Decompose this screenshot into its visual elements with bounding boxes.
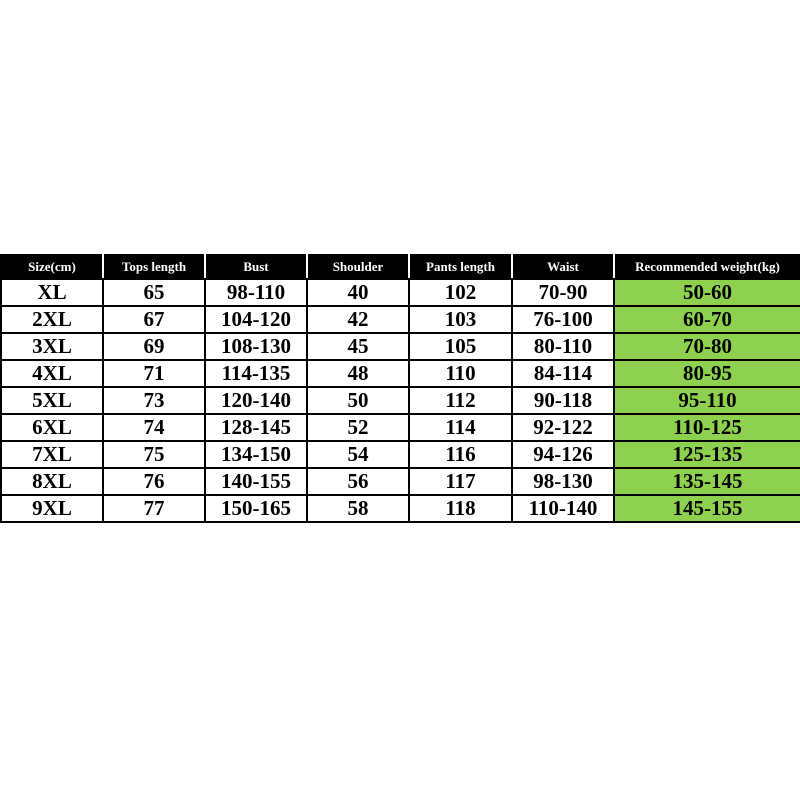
table-row [1,468,800,495]
cell-tops-length: 75 [103,441,205,468]
header-row [1,255,800,279]
cell-size: 6XL [1,414,103,441]
cell-bust: 128-145 [205,414,307,441]
header-shoulder: Shoulder [307,255,409,279]
cell-recommended-weight: 80-95 [614,360,800,387]
cell-waist: 76-100 [512,306,614,333]
cell-tops-length: 71 [103,360,205,387]
table-body [1,279,800,522]
cell-pants-length: 112 [409,387,512,414]
cell-tops-length: 73 [103,387,205,414]
cell-recommended-weight: 145-155 [614,495,800,522]
header-waist: Waist [512,255,614,279]
cell-waist: 98-130 [512,468,614,495]
cell-size: 7XL [1,441,103,468]
table-row [1,333,800,360]
cell-shoulder: 58 [307,495,409,522]
cell-recommended-weight: 60-70 [614,306,800,333]
cell-recommended-weight: 50-60 [614,279,800,306]
cell-bust: 108-130 [205,333,307,360]
cell-size: 8XL [1,468,103,495]
cell-recommended-weight: 110-125 [614,414,800,441]
cell-shoulder: 52 [307,414,409,441]
header-bust: Bust [205,255,307,279]
cell-tops-length: 74 [103,414,205,441]
size-chart-table [0,254,800,523]
cell-pants-length: 116 [409,441,512,468]
cell-size: 9XL [1,495,103,522]
cell-pants-length: 114 [409,414,512,441]
cell-bust: 120-140 [205,387,307,414]
cell-pants-length: 110 [409,360,512,387]
cell-waist: 110-140 [512,495,614,522]
cell-waist: 80-110 [512,333,614,360]
cell-size: 5XL [1,387,103,414]
cell-bust: 104-120 [205,306,307,333]
table-row [1,360,800,387]
cell-tops-length: 77 [103,495,205,522]
cell-waist: 94-126 [512,441,614,468]
table-row [1,387,800,414]
cell-shoulder: 56 [307,468,409,495]
cell-shoulder: 54 [307,441,409,468]
header-tops-length: Tops length [103,255,205,279]
cell-bust: 140-155 [205,468,307,495]
cell-pants-length: 117 [409,468,512,495]
cell-bust: 150-165 [205,495,307,522]
cell-size: 4XL [1,360,103,387]
cell-waist: 90-118 [512,387,614,414]
cell-pants-length: 105 [409,333,512,360]
cell-waist: 70-90 [512,279,614,306]
cell-tops-length: 69 [103,333,205,360]
table-row [1,441,800,468]
cell-tops-length: 65 [103,279,205,306]
cell-shoulder: 50 [307,387,409,414]
cell-pants-length: 118 [409,495,512,522]
header-pants-length: Pants length [409,255,512,279]
table-row [1,306,800,333]
cell-bust: 134-150 [205,441,307,468]
cell-shoulder: 42 [307,306,409,333]
cell-shoulder: 48 [307,360,409,387]
table-row [1,414,800,441]
header-size: Size(cm) [1,255,103,279]
cell-bust: 98-110 [205,279,307,306]
cell-recommended-weight: 135-145 [614,468,800,495]
header-recommended-weight: Recommended weight(kg) [614,255,800,279]
cell-shoulder: 40 [307,279,409,306]
cell-waist: 92-122 [512,414,614,441]
cell-tops-length: 67 [103,306,205,333]
cell-size: 3XL [1,333,103,360]
cell-recommended-weight: 95-110 [614,387,800,414]
cell-pants-length: 103 [409,306,512,333]
cell-waist: 84-114 [512,360,614,387]
cell-shoulder: 45 [307,333,409,360]
cell-bust: 114-135 [205,360,307,387]
cell-tops-length: 76 [103,468,205,495]
cell-recommended-weight: 125-135 [614,441,800,468]
cell-size: 2XL [1,306,103,333]
table-row [1,279,800,306]
cell-recommended-weight: 70-80 [614,333,800,360]
cell-size: XL [1,279,103,306]
cell-pants-length: 102 [409,279,512,306]
table-row [1,495,800,522]
